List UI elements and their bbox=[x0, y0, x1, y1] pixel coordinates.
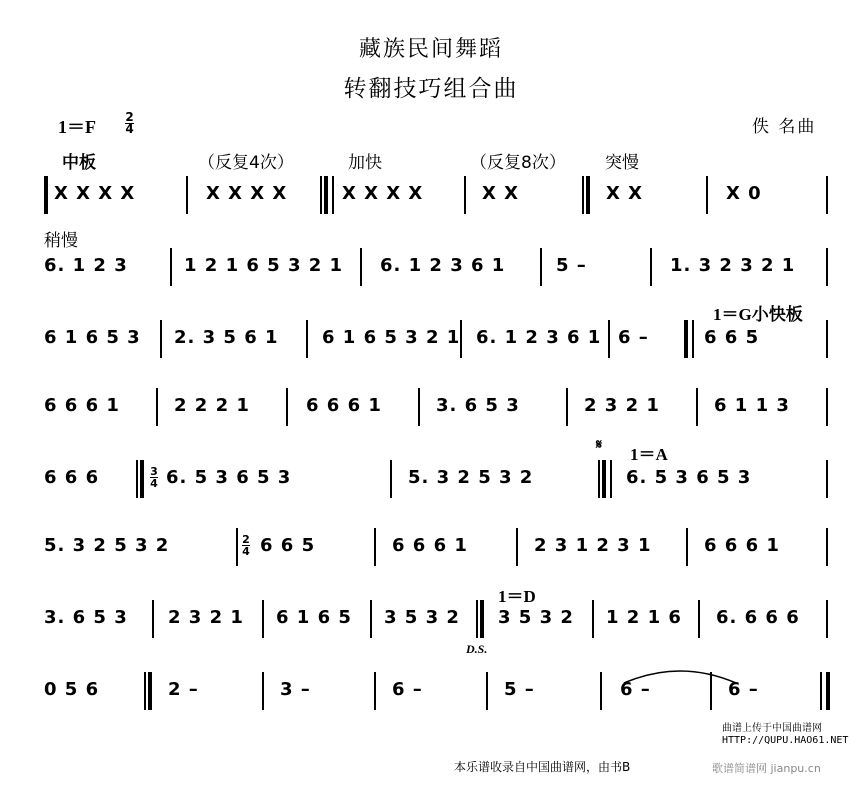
measure: 6 1 1 3 bbox=[714, 395, 790, 416]
barline bbox=[186, 176, 188, 214]
barline bbox=[136, 460, 138, 498]
barline bbox=[360, 248, 362, 286]
barline bbox=[152, 600, 154, 638]
measure: 6 – bbox=[620, 679, 651, 700]
measure: X X X X bbox=[54, 183, 136, 204]
barline bbox=[598, 460, 600, 498]
measure: 6. 5 3 6 5 3 bbox=[166, 467, 292, 488]
source-stamp bbox=[722, 723, 848, 747]
measure: 6 6 6 1 bbox=[306, 395, 382, 416]
score-line-4 bbox=[40, 388, 830, 428]
measure: 2 3 2 1 bbox=[168, 607, 244, 628]
barline bbox=[826, 528, 828, 566]
key-signature: 1＝F bbox=[58, 117, 96, 137]
barline bbox=[610, 460, 612, 498]
measure: X X bbox=[606, 183, 644, 204]
measure: X 0 bbox=[726, 183, 762, 204]
meter-change-2-4: 2 4 bbox=[242, 533, 250, 558]
time-signature bbox=[125, 112, 134, 135]
barline bbox=[306, 320, 308, 358]
measure: 5. 3 2 5 3 2 bbox=[408, 467, 534, 488]
score-line-1 bbox=[40, 176, 830, 216]
barline bbox=[156, 388, 158, 426]
barline bbox=[820, 672, 822, 710]
composer: 佚 名曲 bbox=[752, 117, 817, 137]
barline bbox=[160, 320, 162, 358]
score-line-6 bbox=[40, 528, 830, 568]
measure: 6 6 6 1 bbox=[392, 535, 468, 556]
barline bbox=[374, 528, 376, 566]
measure: 0 5 6 bbox=[44, 679, 100, 700]
key-change-a: 1＝A bbox=[630, 445, 668, 464]
measure: 1. 3 2 3 2 1 bbox=[670, 255, 796, 276]
source-note: 本乐谱收录自中国曲谱网，由书B bbox=[454, 760, 631, 774]
measure: 6 6 6 1 bbox=[704, 535, 780, 556]
barline bbox=[826, 248, 828, 286]
barline bbox=[464, 176, 466, 214]
barline bbox=[826, 388, 828, 426]
barline bbox=[686, 528, 688, 566]
measure: X X bbox=[482, 183, 520, 204]
repeat-end-bar bbox=[140, 460, 144, 498]
measure: 3 5 3 2 bbox=[498, 607, 574, 628]
barline bbox=[320, 176, 322, 214]
faster-mark: 加快 bbox=[348, 153, 382, 173]
barline bbox=[566, 388, 568, 426]
barline bbox=[486, 672, 488, 710]
barline bbox=[144, 672, 146, 710]
measure: 6 1 6 5 bbox=[276, 607, 352, 628]
segno-icon: 𝄋 bbox=[596, 438, 603, 453]
dal-segno-mark: D.S. bbox=[466, 642, 488, 656]
barline bbox=[370, 600, 372, 638]
measure: 6 – bbox=[392, 679, 423, 700]
score-line-2 bbox=[40, 248, 830, 288]
barline bbox=[650, 248, 652, 286]
key-change-g: 1＝G小快板 bbox=[713, 305, 803, 324]
measure: 3. 6 5 3 bbox=[436, 395, 520, 416]
score-line-5 bbox=[40, 460, 830, 500]
key-change-d: 1＝D bbox=[498, 587, 536, 606]
time-signature-top: 2 bbox=[125, 110, 134, 124]
measure: 2. 3 5 6 1 bbox=[174, 327, 279, 348]
measure: 6 1 6 5 3 bbox=[44, 327, 141, 348]
repeat-start-bar bbox=[44, 176, 48, 214]
barline bbox=[826, 320, 828, 358]
measure: 6 1 6 5 3 2 1 bbox=[322, 327, 461, 348]
repeat-start-bar bbox=[684, 320, 688, 358]
barline bbox=[476, 600, 478, 638]
barline bbox=[332, 176, 334, 214]
tie-slur bbox=[620, 665, 740, 685]
barline bbox=[516, 528, 518, 566]
barline bbox=[374, 672, 376, 710]
score-line-7 bbox=[40, 600, 830, 640]
measure: 1 2 1 6 5 3 2 1 bbox=[184, 255, 344, 276]
score-title: 藏族民间舞蹈 bbox=[358, 37, 503, 62]
barline bbox=[826, 460, 828, 498]
measure: 6. 5 3 6 5 3 bbox=[626, 467, 752, 488]
measure: 6 6 5 bbox=[260, 535, 316, 556]
measure: 6. 6 6 6 bbox=[716, 607, 800, 628]
barline bbox=[592, 600, 594, 638]
measure: 2 – bbox=[168, 679, 199, 700]
sudden-slow-mark: 突慢 bbox=[605, 153, 639, 173]
score-line-3 bbox=[40, 320, 830, 360]
repeat-4-mark: （反复4次） bbox=[198, 153, 294, 173]
barline bbox=[540, 248, 542, 286]
measure: 6 6 5 bbox=[704, 327, 760, 348]
time-signature-bottom: 4 bbox=[125, 122, 134, 136]
barline bbox=[170, 248, 172, 286]
barline bbox=[286, 388, 288, 426]
barline bbox=[262, 672, 264, 710]
measure: 5. 3 2 5 3 2 bbox=[44, 535, 170, 556]
measure: 2 3 1 2 3 1 bbox=[534, 535, 652, 556]
measure: 3 – bbox=[280, 679, 311, 700]
repeat-end-bar bbox=[148, 672, 152, 710]
barline bbox=[698, 600, 700, 638]
measure: 6 6 6 bbox=[44, 467, 100, 488]
barline bbox=[418, 388, 420, 426]
source-stamp-url: HTTP://QUPU.HAO61.NET bbox=[722, 735, 849, 746]
measure: 6. 1 2 3 bbox=[44, 255, 128, 276]
barline bbox=[826, 600, 828, 638]
barline bbox=[582, 176, 584, 214]
repeat-end-bar bbox=[586, 176, 590, 214]
repeat-8-mark: （反复8次） bbox=[470, 153, 566, 173]
measure: 3. 6 5 3 bbox=[44, 607, 128, 628]
measure: 6 6 6 1 bbox=[44, 395, 120, 416]
measure: 6. 1 2 3 6 1 bbox=[380, 255, 506, 276]
watermark: 歌谱简谱网 jianpu.cn bbox=[712, 762, 821, 775]
source-stamp-text: 曲谱上传于中国曲谱网 bbox=[722, 723, 822, 734]
barline bbox=[696, 388, 698, 426]
measure: 1 2 1 6 bbox=[606, 607, 682, 628]
barline bbox=[460, 320, 462, 358]
measure: 6 – bbox=[728, 679, 759, 700]
barline bbox=[600, 672, 602, 710]
repeat-bar bbox=[602, 460, 606, 498]
tempo-mark-zhongban: 中板 bbox=[62, 153, 96, 173]
score-subtitle: 转翻技巧组合曲 bbox=[343, 76, 519, 102]
slightly-slow-mark: 稍慢 bbox=[44, 231, 78, 251]
measure: 2 3 2 1 bbox=[584, 395, 660, 416]
measure: X X X X bbox=[342, 183, 424, 204]
measure: X X X X bbox=[206, 183, 288, 204]
barline bbox=[826, 176, 828, 214]
barline bbox=[608, 320, 610, 358]
barline bbox=[236, 528, 238, 566]
final-bar bbox=[826, 672, 830, 710]
barline bbox=[706, 176, 708, 214]
measure: 5 – bbox=[556, 255, 587, 276]
meter-change-3-4: 3 4 bbox=[150, 465, 158, 490]
measure: 6. 1 2 3 6 1 bbox=[476, 327, 602, 348]
measure: 5 – bbox=[504, 679, 535, 700]
measure: 2 2 2 1 bbox=[174, 395, 250, 416]
measure: 3 5 3 2 bbox=[384, 607, 460, 628]
barline bbox=[692, 320, 694, 358]
barline bbox=[262, 600, 264, 638]
repeat-start-bar bbox=[480, 600, 484, 638]
barline bbox=[390, 460, 392, 498]
measure: 6 – bbox=[618, 327, 649, 348]
repeat-bar bbox=[324, 176, 328, 214]
